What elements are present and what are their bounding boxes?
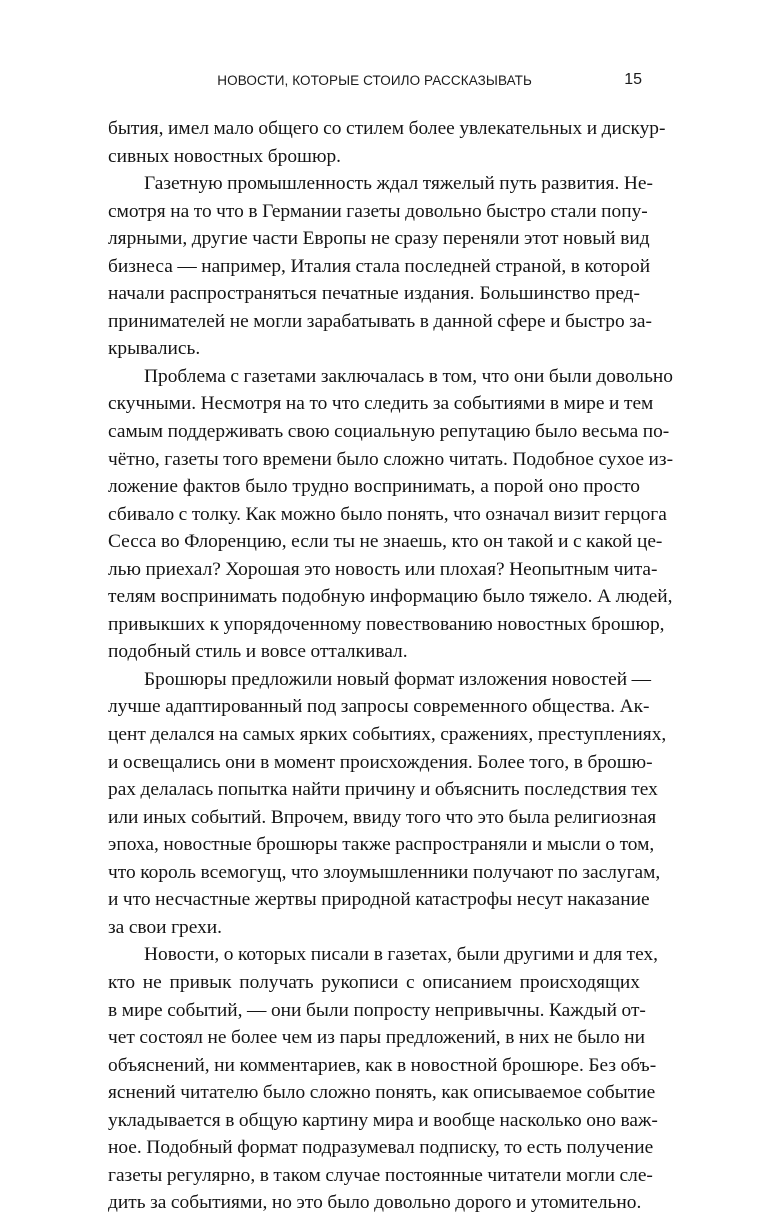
- text-line: чётно, газеты того времени было сложно читать. Подобное сухое из-: [108, 448, 674, 470]
- text-line: смотря на то что в Германии газеты довольно быстро стали попу-: [108, 200, 648, 222]
- text-line: что король всемогущ, что злоумышленники получают по заслугам,: [108, 861, 661, 883]
- text-line: за свои грехи.: [108, 916, 222, 938]
- running-header: [106, 72, 642, 94]
- paragraph-4: [108, 666, 667, 941]
- text-line: лярными, другие части Европы не сразу переняли этот новый вид: [108, 228, 650, 250]
- page-number: 15: [624, 71, 642, 88]
- text-line: и что несчастные жертвы природной катастрофы несут наказание: [108, 889, 650, 911]
- text-line: объяснений, ни комментариев, как в новостной брошюре. Без объ-: [108, 1054, 657, 1076]
- text-line: укладывается в общую картину мира и вообще насколько оно важ-: [108, 1109, 658, 1131]
- text-line: лучше адаптированный под запросы современного общества. Ак-: [108, 696, 650, 718]
- text-line: сбивало с толку. Как можно было понять, что означал визит герцога: [108, 503, 667, 525]
- text-line: бизнеса — например, Италия стала последней страной, в которой: [108, 255, 651, 277]
- running-title: НОВОСТИ, КОТОРЫЕ СТОИЛО РАССКАЗЫВАТЬ: [217, 73, 532, 88]
- text-line: цент делался на самых ярких событиях, сражениях, преступлениях,: [108, 724, 667, 746]
- text-line: лью приехал? Хорошая это новость или плохая? Неопытным чита-: [108, 558, 658, 580]
- text-line: эпоха, новостные брошюры также распространяли и мысли о том,: [108, 834, 655, 856]
- text-line: чет состоял не более чем из пары предложений, в них не было ни: [108, 1027, 645, 1049]
- text-line: дить за событиями, но это было довольно дорого и утомительно.: [108, 1192, 642, 1214]
- text-line: бытия, имел мало общего со стилем более увлекательных и дискур-: [108, 118, 666, 139]
- body-text: [108, 115, 674, 1217]
- text-line: Сесса во Флоренцию, если ты не знаешь, кто он такой и с какой це-: [108, 531, 663, 553]
- text-line: подобный стиль и вовсе отталкивал.: [108, 641, 408, 663]
- text-line: самым поддерживать свою социальную репутацию было весьма по-: [108, 421, 670, 443]
- text-line: и освещались они в момент происхождения. Более того, в брошю-: [108, 751, 653, 773]
- text-line: Брошюры предложили новый формат изложения новостей —: [144, 668, 652, 690]
- paragraph-3: [108, 363, 674, 666]
- text-line: Новости, о которых писали в газетах, были другими и для тех,: [144, 944, 658, 966]
- text-line: начали распространяться печатные издания. Большинство пред-: [108, 283, 640, 305]
- text-line: привыкших к упорядоченному повествованию новостных брошюр,: [108, 613, 665, 635]
- text-line: газеты регулярно, в таком случае постоянные читатели могли сле-: [108, 1164, 653, 1186]
- paragraph-1: [108, 115, 666, 170]
- text-line: телям воспринимать подобную информацию было тяжело. А людей,: [108, 586, 673, 608]
- text-line: ложение фактов было трудно воспринимать, а порой оно просто: [108, 476, 640, 498]
- text-line: или иных событий. Впрочем, ввиду того что это была религиозная: [108, 806, 657, 828]
- text-line: рах делалась попытка найти причину и объяснить последствия тех: [108, 779, 658, 801]
- text-line: Газетную промышленность ждал тяжелый путь развития. Не-: [144, 173, 653, 195]
- text-line: кто не привык получать рукописи с описанием происходящих: [108, 971, 640, 993]
- text-line: сивных новостных брошюр.: [108, 145, 342, 167]
- text-line: яснений читателю было сложно понять, как описываемое событие: [108, 1082, 656, 1104]
- paragraph-5: [108, 941, 658, 1216]
- paragraph-2: [108, 170, 653, 363]
- text-line: крывались.: [108, 338, 201, 360]
- text-line: Проблема с газетами заключалась в том, что они были довольно: [144, 365, 673, 387]
- text-line: в мире событий, — они были попросту непривычны. Каждый от-: [108, 999, 646, 1021]
- text-line: скучными. Несмотря на то что следить за событиями в мире и тем: [108, 393, 654, 415]
- text-line: принимателей не могли зарабатывать в данной сфере и быстро за-: [108, 310, 652, 332]
- text-line: ное. Подобный формат подразумевал подписку, то есть получение: [108, 1137, 654, 1159]
